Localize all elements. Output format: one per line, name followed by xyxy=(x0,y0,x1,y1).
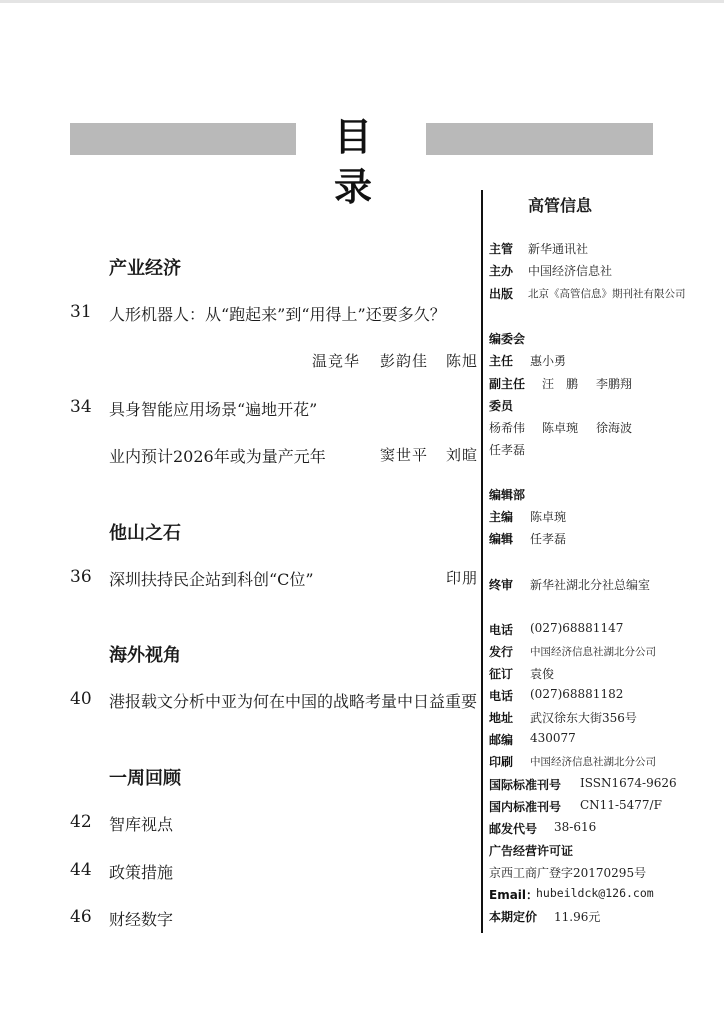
toc-author: 窦世平 xyxy=(380,446,429,464)
contact-value: 武汉徐东大街356号 xyxy=(530,711,637,725)
ad-license-label: 广告经营许可证 xyxy=(489,844,574,858)
price-label: 本期定价 xyxy=(489,910,538,924)
toc-author: 陈旭 xyxy=(446,352,479,370)
contact-value: ISSN1674-9626 xyxy=(580,776,677,790)
member-name: 杨希伟 xyxy=(489,421,526,435)
contact-value: 430077 xyxy=(530,731,576,745)
toc-entry-title[interactable]: 智库视点 xyxy=(109,815,174,834)
editorial-heading: 编辑部 xyxy=(489,488,526,502)
toc-page-number: 40 xyxy=(70,689,92,709)
email-label: Email： xyxy=(489,888,539,902)
sidebar-title: 高管信息 xyxy=(528,196,593,215)
publisher-value: 北京《高管信息》期刊社有限公司 xyxy=(528,288,686,300)
toc-page-number: 44 xyxy=(70,860,92,880)
contact-label: 印刷 xyxy=(489,755,514,769)
toc-page-number: 42 xyxy=(70,812,92,832)
committee-heading: 编委会 xyxy=(489,332,526,346)
director-label: 主任 xyxy=(489,354,514,368)
contact-value: 中国经济信息社湖北分公司 xyxy=(530,756,656,768)
chief-editor-value: 陈卓琬 xyxy=(530,510,567,524)
contact-value: (027)68881147 xyxy=(530,621,624,635)
toc-page-number: 46 xyxy=(70,907,92,927)
members-label: 委员 xyxy=(489,399,514,413)
host-value: 中国经济信息社 xyxy=(528,264,613,278)
section-heading: 他山之石 xyxy=(109,523,181,544)
member-name: 陈卓琬 xyxy=(542,421,579,435)
toc-entry-title[interactable]: 财经数字 xyxy=(109,910,174,929)
sponsor-value: 新华通讯社 xyxy=(528,242,589,256)
contact-value: CN11-5477/F xyxy=(580,798,662,812)
contact-label: 发行 xyxy=(489,645,514,659)
final-review-value: 新华社湖北分社总编室 xyxy=(530,578,651,592)
contact-value: 中国经济信息社湖北分公司 xyxy=(530,646,656,658)
toc-page-number: 34 xyxy=(70,397,92,417)
member-name: 徐海波 xyxy=(596,421,633,435)
contact-label: 征订 xyxy=(489,667,514,681)
final-review-label: 终审 xyxy=(489,578,514,592)
toc-entry-title[interactable]: 具身智能应用场景“遍地开花” xyxy=(109,400,318,419)
title-bar-right xyxy=(426,123,653,155)
column-divider xyxy=(481,190,483,933)
ad-license-value: 京西工商广登字20170295号 xyxy=(489,866,647,880)
toc-entry-subtitle: 业内预计2026年或为量产元年 xyxy=(109,447,326,466)
toc-entry-title[interactable]: 港报载文分析中亚为何在中国的战略考量中日益重要 xyxy=(109,692,478,711)
contact-label: 邮编 xyxy=(489,733,514,747)
email-value[interactable]: hubeildck@126.com xyxy=(536,886,654,900)
contact-label: 邮发代号 xyxy=(489,822,538,836)
director-value: 惠小勇 xyxy=(530,354,567,368)
toc-page-number: 36 xyxy=(70,567,92,587)
editor-label: 编辑 xyxy=(489,532,514,546)
toc-entry-title[interactable]: 人形机器人：从“跑起来”到“用得上”还要多久？ xyxy=(109,305,446,324)
contact-label: 国际标准刊号 xyxy=(489,778,562,792)
contact-value: (027)68881182 xyxy=(530,687,624,701)
toc-author: 彭韵佳 xyxy=(380,352,429,370)
deputy-label: 副主任 xyxy=(489,377,526,391)
price-value: 11.96元 xyxy=(554,910,601,924)
host-label: 主办 xyxy=(489,264,514,278)
contact-label: 电话 xyxy=(489,689,514,703)
toc-entry-title[interactable]: 深圳扶持民企站到科创“C位” xyxy=(109,570,314,589)
toc-author: 温竞华 xyxy=(312,352,361,370)
section-heading: 海外视角 xyxy=(109,645,181,666)
contact-value: 38-616 xyxy=(554,820,597,834)
deputy-value: 李鹏翔 xyxy=(596,377,633,391)
contact-label: 国内标准刊号 xyxy=(489,800,562,814)
page-title: 目 录 xyxy=(333,115,408,209)
member-name: 任孝磊 xyxy=(489,443,526,457)
publisher-label: 出版 xyxy=(489,287,514,301)
toc-author: 印朋 xyxy=(446,569,479,587)
section-heading: 产业经济 xyxy=(109,258,181,279)
sponsor-label: 主管 xyxy=(489,242,514,256)
chief-editor-label: 主编 xyxy=(489,510,514,524)
toc-entry-title[interactable]: 政策措施 xyxy=(109,863,174,882)
contact-value: 袁俊 xyxy=(530,667,555,681)
toc-author: 刘暄 xyxy=(446,446,479,464)
contact-label: 电话 xyxy=(489,623,514,637)
section-heading: 一周回顾 xyxy=(109,768,181,789)
contact-label: 地址 xyxy=(489,711,514,725)
toc-page-number: 31 xyxy=(70,302,92,322)
top-border xyxy=(0,0,724,3)
editor-value: 任孝磊 xyxy=(530,532,567,546)
title-bar-left xyxy=(70,123,296,155)
deputy-value: 汪 鹏 xyxy=(542,377,579,391)
